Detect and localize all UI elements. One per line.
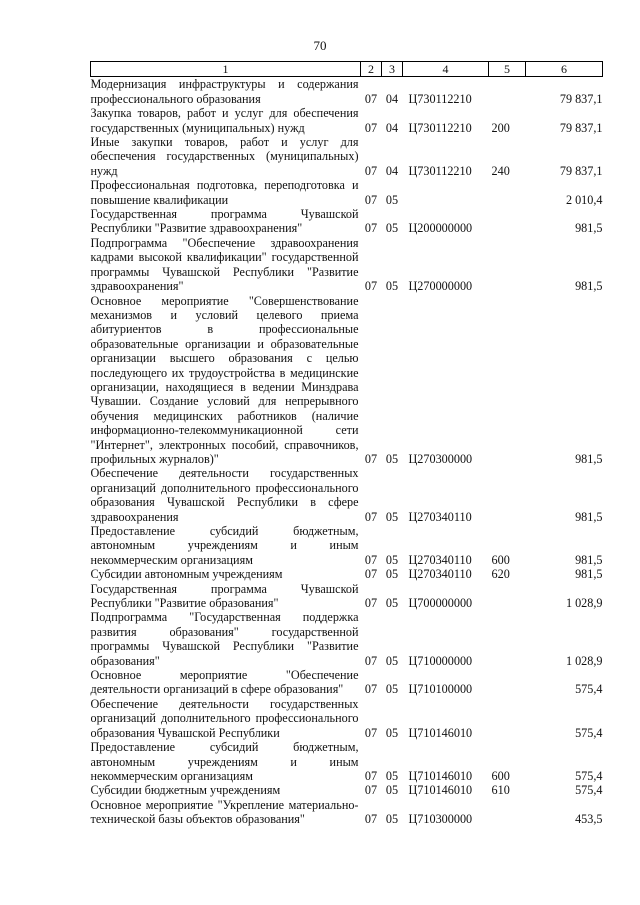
target-article-code: Ц200000000 (408, 221, 473, 236)
row-name: Государственная программа Чувашской Республики "Развитие образования" (90, 581, 359, 611)
row-name: Закупка товаров, работ и услуг для обеспечения государственных (муниципальных) нужд (90, 106, 359, 135)
amount: 981,5 (575, 221, 603, 236)
amount: 1 028,9 (565, 596, 603, 611)
target-article-code: Ц730112210 (408, 163, 472, 178)
table-row (91, 697, 603, 740)
expense-type-code (489, 697, 526, 740)
table-row (91, 77, 603, 106)
expense-type-code (489, 178, 526, 207)
table-row (91, 106, 603, 135)
column-header-5: 5 (489, 62, 526, 77)
target-article-code: Ц710100000 (408, 682, 473, 697)
subsection-code: 05 (385, 567, 399, 582)
table-row (91, 466, 603, 524)
subsection-code: 05 (385, 783, 399, 798)
expense-type-code: 620 (491, 567, 510, 582)
amount: 79 837,1 (559, 120, 603, 135)
row-name: Обеспечение деятельности государственных организаций дополнительного профессионального образования Чувашской Республики (90, 696, 359, 740)
table-row (91, 207, 603, 236)
expense-type-code (489, 207, 526, 236)
expense-type-code: 240 (491, 163, 510, 178)
budget-table (90, 61, 603, 827)
amount: 453,5 (575, 812, 603, 827)
column-header-6: 6 (526, 62, 603, 77)
table-row (91, 178, 603, 207)
row-name: Иные закупки товаров, работ и услуг для обеспечения государственных (муниципальных) нужд (90, 135, 359, 178)
amount: 981,5 (575, 567, 603, 582)
target-article-code: Ц270340110 (408, 567, 472, 582)
table-row (91, 567, 603, 581)
section-code: 07 (364, 120, 378, 135)
subsection-code: 04 (385, 163, 399, 178)
row-name: Модернизация инфраструктуры и содержания профессионального образования (90, 77, 359, 106)
section-code: 07 (364, 91, 378, 106)
section-code: 07 (364, 192, 378, 207)
row-name: Основное мероприятие "Совершенствование механизмов и условий целевого приема абитуриентов в профессиональные образовательные организации и образовательные организации высшего образования с целью последующего их трудоустройства в медицинские организации, находящиеся в ведении Минздрава Чувашии. Создание условий для непрерывного обучения медицинских работников (наличие информационно-телекоммуникационной сети "Интернет", электронных пособий, справочников, профильных журналов)" (90, 293, 359, 466)
amount: 1 028,9 (565, 653, 603, 668)
target-article-code: Ц700000000 (408, 596, 473, 611)
subsection-code: 05 (385, 279, 399, 294)
table-row (91, 668, 603, 697)
subsection-code: 04 (385, 120, 399, 135)
subsection-code: 05 (385, 653, 399, 668)
target-article-code: Ц270000000 (408, 279, 473, 294)
amount: 575,4 (575, 783, 603, 798)
table-row (91, 798, 603, 827)
subsection-code: 05 (385, 812, 399, 827)
target-article-code (403, 178, 489, 207)
amount: 2 010,4 (565, 192, 603, 207)
row-name: Предоставление субсидий бюджетным, автономным учреждениям и иным некоммерческим организациям (90, 740, 359, 783)
amount: 981,5 (575, 279, 603, 294)
amount: 575,4 (575, 768, 603, 783)
target-article-code: Ц710146010 (408, 725, 473, 740)
section-code: 07 (364, 279, 378, 294)
page-number: 70 (313, 38, 327, 53)
table-row (91, 582, 603, 611)
subsection-code: 05 (385, 509, 399, 524)
section-code: 07 (364, 163, 378, 178)
amount: 981,5 (575, 552, 603, 567)
subsection-code: 05 (385, 221, 399, 236)
target-article-code: Ц710300000 (408, 812, 473, 827)
expense-type-code (489, 236, 526, 294)
section-code: 07 (364, 768, 378, 783)
table-row (91, 135, 603, 178)
amount: 575,4 (575, 682, 603, 697)
column-number-row (91, 62, 603, 77)
section-code: 07 (364, 596, 378, 611)
expense-type-code (489, 294, 526, 467)
table-row (91, 294, 603, 467)
target-article-code: Ц270340110 (408, 552, 472, 567)
row-name: Субсидии автономным учреждениям (90, 567, 283, 582)
section-code: 07 (364, 567, 378, 582)
section-code: 07 (364, 653, 378, 668)
expense-type-code (489, 466, 526, 524)
subsection-code: 05 (385, 192, 399, 207)
expense-type-code (489, 610, 526, 668)
row-name: Основное мероприятие "Укрепление материально-технической базы объектов образования" (90, 797, 359, 827)
section-code: 07 (364, 451, 378, 466)
table-row (91, 740, 603, 783)
expense-type-code (489, 668, 526, 697)
row-name: Субсидии бюджетным учреждениям (90, 783, 281, 798)
section-code: 07 (364, 682, 378, 697)
section-code: 07 (364, 552, 378, 567)
column-header-1: 1 (91, 62, 361, 77)
expense-type-code (489, 77, 526, 106)
section-code: 07 (364, 509, 378, 524)
row-name: Предоставление субсидий бюджетным, автономным учреждениям и иным некоммерческим организациям (90, 524, 359, 567)
subsection-code: 05 (385, 682, 399, 697)
row-name: Обеспечение деятельности государственных организаций дополнительного профессионального образования Чувашской Республики в сфере здравоохранения (90, 466, 359, 524)
row-name: Государственная программа Чувашской Республики "Развитие здравоохранения" (90, 207, 359, 236)
table-row (91, 524, 603, 567)
column-header-2: 2 (361, 62, 382, 77)
target-article-code: Ц270340110 (408, 509, 472, 524)
target-article-code: Ц710000000 (408, 653, 473, 668)
target-article-code: Ц270300000 (408, 451, 473, 466)
table-row (91, 610, 603, 668)
subsection-code: 05 (385, 596, 399, 611)
expense-type-code: 200 (491, 120, 510, 135)
amount: 575,4 (575, 725, 603, 740)
expense-type-code: 610 (491, 783, 510, 798)
section-code: 07 (364, 725, 378, 740)
target-article-code: Ц710146010 (408, 783, 473, 798)
amount: 981,5 (575, 509, 603, 524)
section-code: 07 (364, 221, 378, 236)
table-row (91, 236, 603, 294)
expense-type-code (489, 582, 526, 611)
table-body (91, 77, 603, 827)
expense-type-code: 600 (491, 552, 510, 567)
row-name: Подпрограмма "Государственная поддержка развития образования" государственной программы Чувашской Республики "Развитие образования" (90, 610, 359, 668)
section-code: 07 (364, 812, 378, 827)
expense-type-code (489, 798, 526, 827)
subsection-code: 05 (385, 552, 399, 567)
row-name: Подпрограмма "Обеспечение здравоохранения кадрами высокой квалификации" государственной программы Чувашской Республики "Развитие здравоохранения" (90, 235, 359, 294)
amount: 79 837,1 (559, 91, 603, 106)
target-article-code: Ц730112210 (408, 120, 472, 135)
column-header-4: 4 (403, 62, 489, 77)
subsection-code: 05 (385, 768, 399, 783)
column-header-3: 3 (382, 62, 403, 77)
subsection-code: 05 (385, 725, 399, 740)
amount: 981,5 (575, 451, 603, 466)
row-name: Основное мероприятие "Обеспечение деятельности организаций в сфере образования" (90, 668, 359, 697)
target-article-code: Ц710146010 (408, 768, 473, 783)
section-code: 07 (364, 783, 378, 798)
expense-type-code: 600 (491, 768, 510, 783)
row-name: Профессиональная подготовка, переподготовка и повышение квалификации (90, 178, 359, 207)
subsection-code: 05 (385, 451, 399, 466)
table-row (91, 783, 603, 797)
amount: 79 837,1 (559, 163, 603, 178)
subsection-code: 04 (385, 91, 399, 106)
target-article-code: Ц730112210 (408, 91, 472, 106)
